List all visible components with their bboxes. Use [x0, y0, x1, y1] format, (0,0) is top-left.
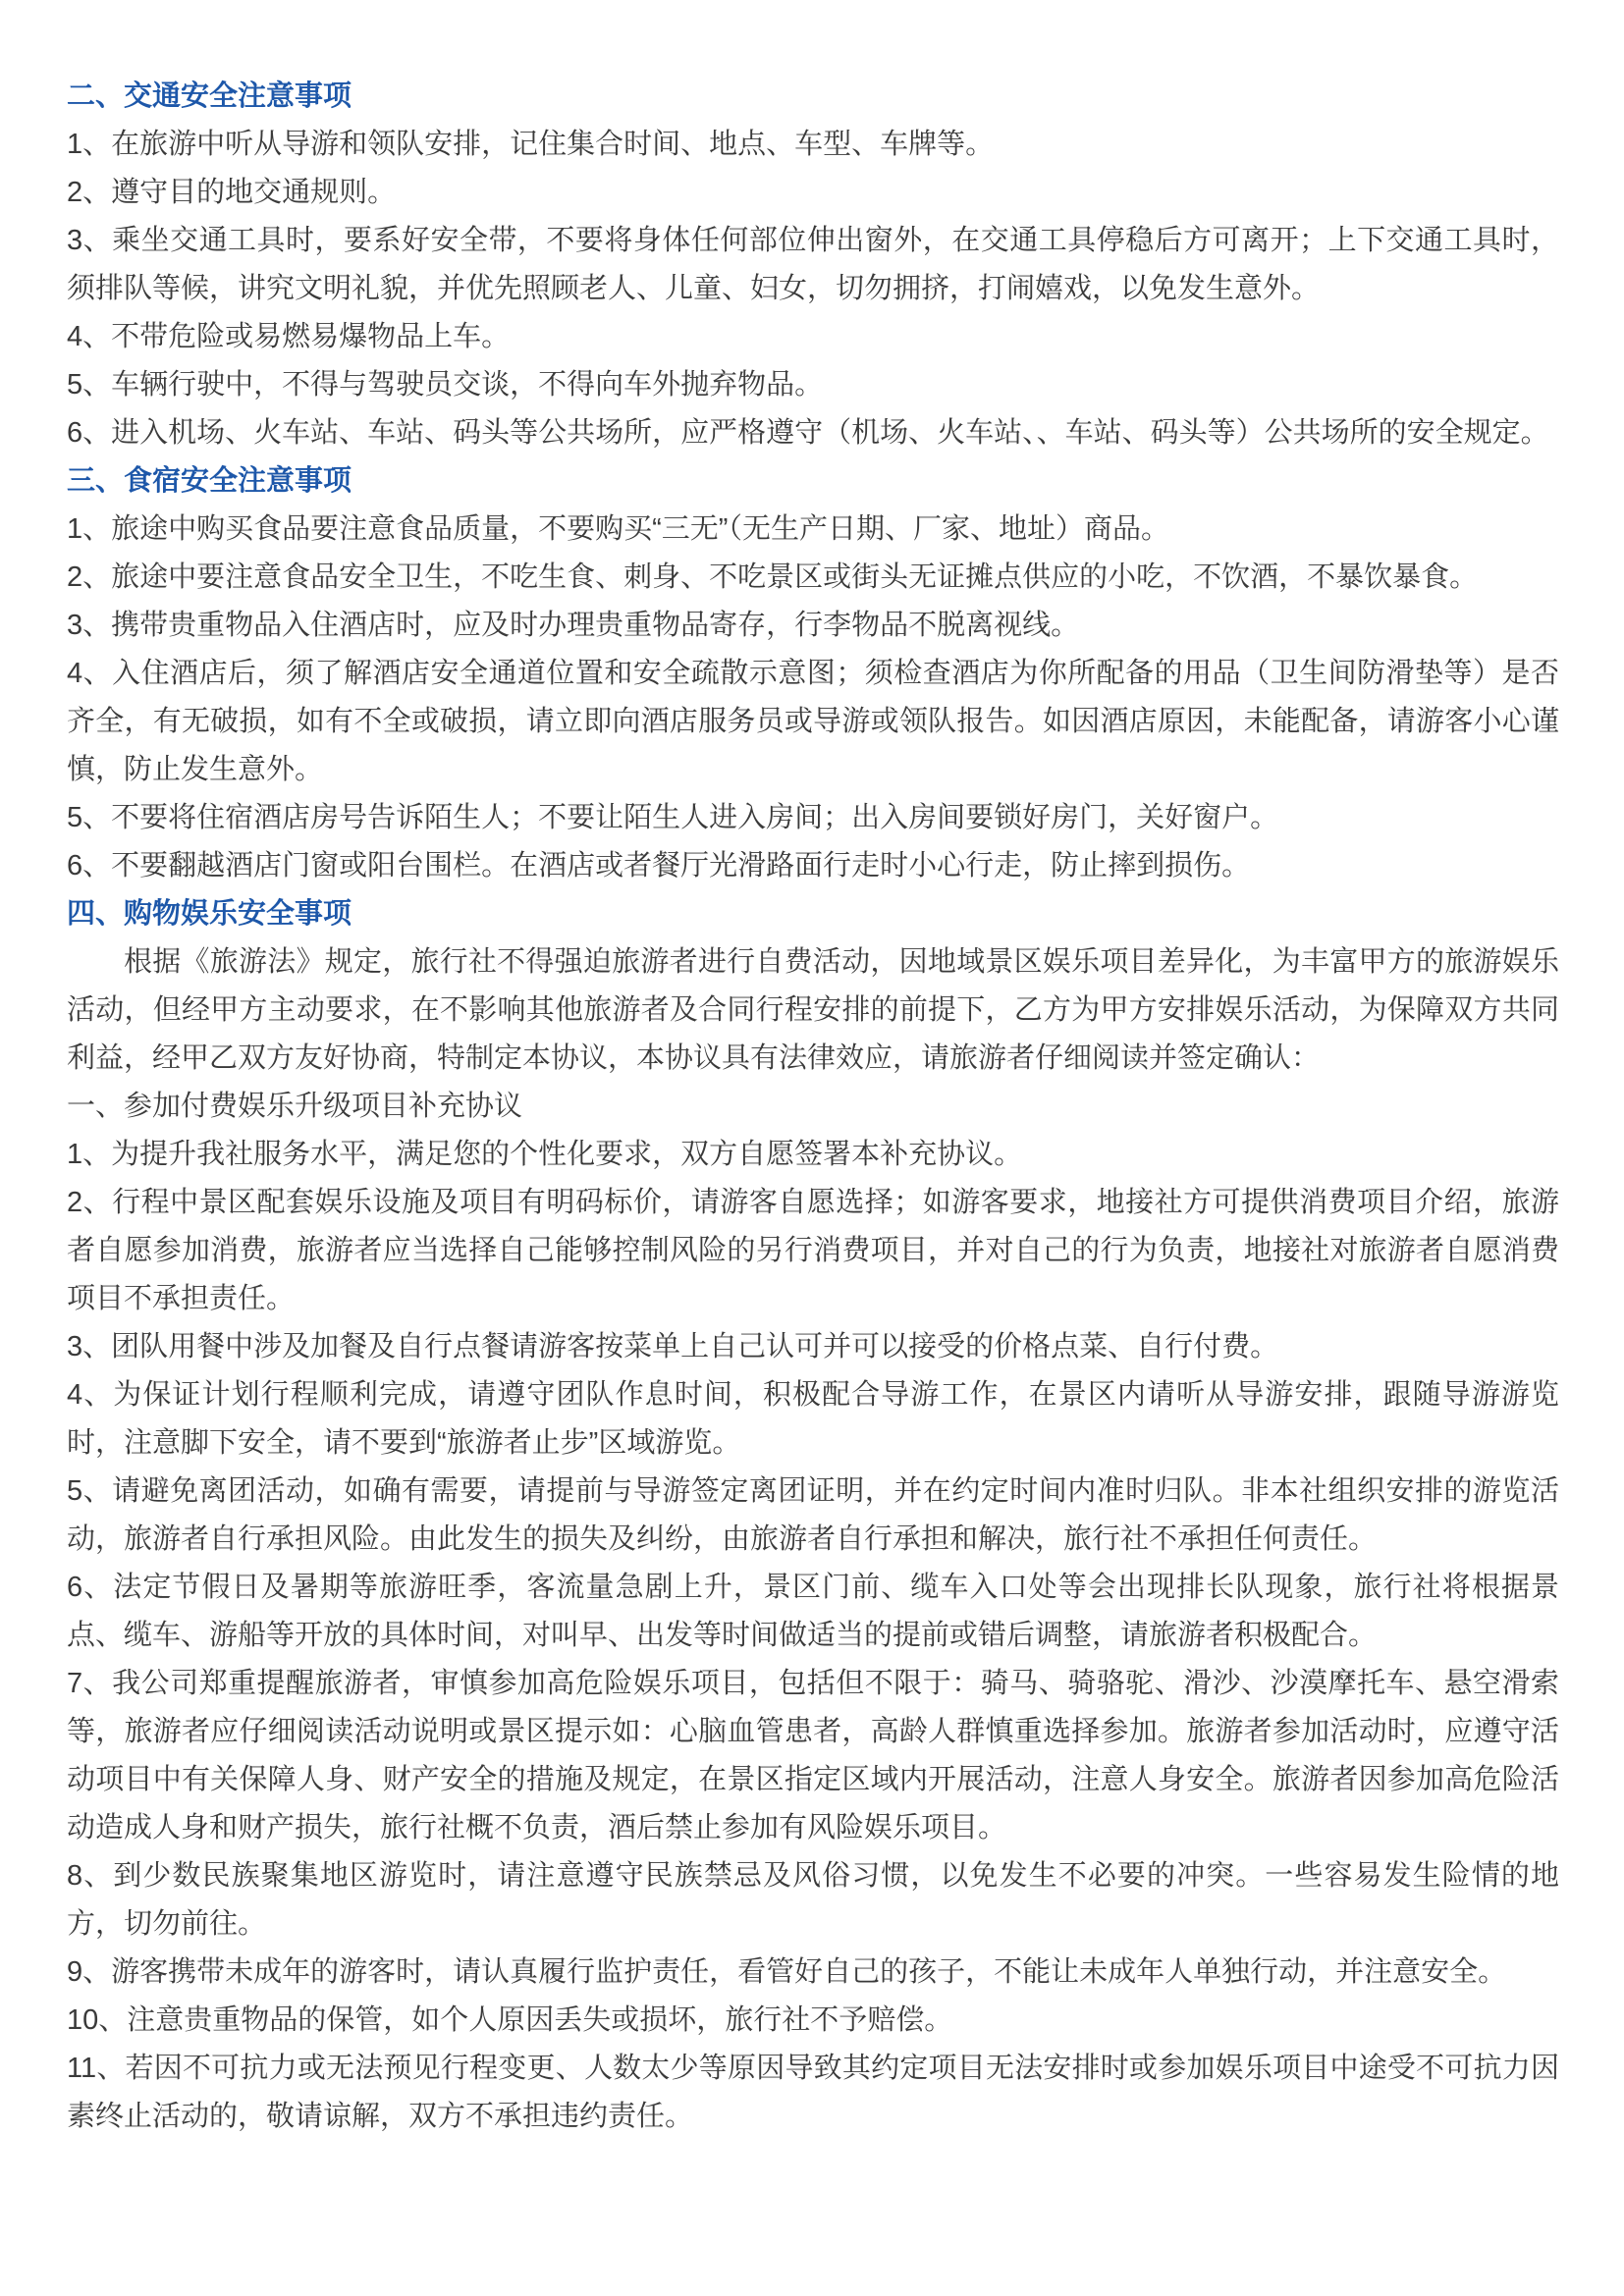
paragraph: 6、法定节假日及暑期等旅游旺季，客流量急剧上升，景区门前、缆车入口处等会出现排长队现象，旅行社将根据景点、缆车、游船等开放的具体时间，对叫早、出发等时间做适当的提前或错后调整，请旅游者积极配合。: [67, 1572, 1559, 1651]
paragraph: 4、不带危险或易燃易爆物品上车。: [67, 321, 511, 352]
paragraph: 5、不要将住宿酒店房号告诉陌生人；不要让陌生人进入房间；出入房间要锁好房门，关好窗户。: [67, 802, 1279, 833]
paragraph: 3、乘坐交通工具时，要系好安全带，不要将身体任何部位伸出窗外，在交通工具停稳后方可离开；上下交通工具时，须排队等候，讲究文明礼貌，并优先照顾老人、儿童、妇女，切勿拥挤，打闹嬉戏，以免发生意外。: [67, 225, 1559, 304]
paragraph: 3、携带贵重物品入住酒店时，应及时办理贵重物品寄存，行李物品不脱离视线。: [67, 610, 1080, 641]
paragraph: 2、行程中景区配套娱乐设施及项目有明码标价，请游客自愿选择；如游客要求，地接社方可提供消费项目介绍，旅游者自愿参加消费，旅游者应当选择自己能够控制风险的另行消费项目，并对自己的行为负责，地接社对旅游者自愿消费项目不承担责任。: [67, 1187, 1559, 1314]
paragraph: 6、进入机场、火车站、车站、码头等公共场所，应严格遵守（机场、火车站、、车站、码头等）公共场所的安全规定。: [67, 417, 1549, 449]
section-heading: 二、交通安全注意事项: [67, 80, 352, 112]
paragraph: 1、旅途中购买食品要注意食品质量，不要购买“三无”（无生产日期、厂家、地址）商品。: [67, 513, 1169, 545]
paragraph: 5、车辆行驶中，不得与驾驶员交谈，不得向车外抛弃物品。: [67, 369, 824, 400]
paragraph: 11、若因不可抗力或无法预见行程变更、人数太少等原因导致其约定项目无法安排时或参加娱乐项目中途受不可抗力因素终止活动的，敬请谅解，双方不承担违约责任。: [67, 2053, 1559, 2132]
paragraph: 2、旅途中要注意食品安全卫生，不吃生食、刺身、不吃景区或街头无证摊点供应的小吃，不饮酒，不暴饮暴食。: [67, 561, 1479, 593]
paragraph: 7、我公司郑重提醒旅游者，审慎参加高危险娱乐项目，包括但不限于：骑马、骑骆驼、滑沙、沙漠摩托车、悬空滑索等，旅游者应仔细阅读活动说明或景区提示如：心脑血管患者，高龄人群慎重选择参加。旅游者参加活动时，应遵守活动项目中有关保障人身、财产安全的措施及规定，在景区指定区域内开展活动，注意人身安全。旅游者因参加高危险活动造成人身和财产损失，旅行社概不负责，酒后禁止参加有风险娱乐项目。: [67, 1668, 1559, 1843]
paragraph: 5、请避免离团活动，如确有需要，请提前与导游签定离团证明，并在约定时间内准时归队。非本社组织安排的游览活动，旅游者自行承担风险。由此发生的损失及纠纷，由旅游者自行承担和解决，旅行社不承担任何责任。: [67, 1475, 1559, 1555]
paragraph: 2、遵守目的地交通规则。: [67, 177, 397, 208]
paragraph: 1、在旅游中听从导游和领队安排，记住集合时间、地点、车型、车牌等。: [67, 129, 995, 160]
paragraph: 根据《旅游法》规定，旅行社不得强迫旅游者进行自费活动，因地域景区娱乐项目差异化，为丰富甲方的旅游娱乐活动，但经甲方主动要求，在不影响其他旅游者及合同行程安排的前提下，乙方为甲方安排娱乐活动，为保障双方共同利益，经甲乙双方友好协商，特制定本协议，本协议具有法律效应，请旅游者仔细阅读并签定确认：: [67, 946, 1559, 1074]
paragraph: 9、游客携带未成年的游客时，请认真履行监护责任，看管好自己的孩子，不能让未成年人单独行动，并注意安全。: [67, 1956, 1507, 1988]
paragraph: 8、到少数民族聚集地区游览时，请注意遵守民族禁忌及风俗习惯，以免发生不必要的冲突。一些容易发生险情的地方，切勿前往。: [67, 1860, 1559, 1940]
paragraph: 1、为提升我社服务水平，满足您的个性化要求，双方自愿签署本补充协议。: [67, 1139, 1023, 1170]
section-heading: 三、食宿安全注意事项: [67, 465, 352, 497]
paragraph: 4、为保证计划行程顺利完成，请遵守团队作息时间，积极配合导游工作，在景区内请听从导游安排，跟随导游游览时，注意脚下安全，请不要到“旅游者止步”区域游览。: [67, 1379, 1559, 1459]
paragraph: 一、参加付费娱乐升级项目补充协议: [67, 1091, 523, 1122]
paragraph: 4、入住酒店后，须了解酒店安全通道位置和安全疏散示意图；须检查酒店为你所配备的用品（卫生间防滑垫等）是否齐全，有无破损，如有不全或破损，请立即向酒店服务员或导游或领队报告。如因酒店原因，未能配备，请游客小心谨慎，防止发生意外。: [67, 658, 1559, 785]
section-heading: 四、购物娱乐安全事项: [67, 898, 352, 930]
paragraph: 6、不要翻越酒店门窗或阳台围栏。在酒店或者餐厅光滑路面行走时小心行走，防止摔到损伤。: [67, 850, 1251, 881]
paragraph: 3、团队用餐中涉及加餐及自行点餐请游客按菜单上自己认可并可以接受的价格点菜、自行付费。: [67, 1331, 1279, 1362]
document-content: [67, 73, 1559, 2141]
paragraph: 10、注意贵重物品的保管，如个人原因丢失或损坏，旅行社不予赔偿。: [67, 2004, 953, 2036]
